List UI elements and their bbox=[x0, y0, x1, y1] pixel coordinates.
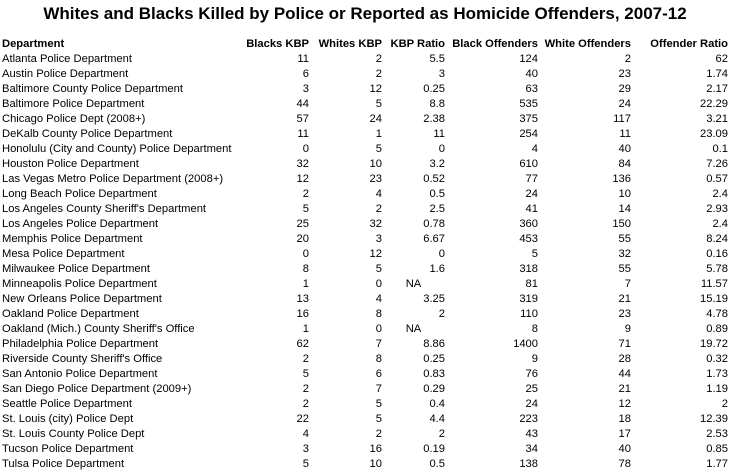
kbp-ratio-cell: 8.8 bbox=[429, 98, 445, 110]
whites-kbp-cell: 4 bbox=[375, 293, 382, 305]
table-row bbox=[2, 442, 728, 457]
department-cell: Seattle Police Department bbox=[2, 398, 132, 410]
whites-kbp-cell: 23 bbox=[369, 173, 382, 185]
whites-kbp-cell: 5 bbox=[375, 263, 382, 275]
department-cell: San Antonio Police Department bbox=[2, 368, 158, 380]
kbp-ratio-cell: 5.5 bbox=[429, 53, 445, 65]
white-offenders-cell: 55 bbox=[618, 233, 631, 245]
white-offenders-cell: 2 bbox=[624, 53, 631, 65]
department-cell: Tucson Police Department bbox=[2, 443, 134, 455]
offender-ratio-cell: 23.09 bbox=[700, 128, 728, 140]
black-offenders-cell: 110 bbox=[520, 308, 538, 320]
column-header: Blacks KBP bbox=[246, 38, 309, 50]
department-cell: Atlanta Police Department bbox=[2, 53, 132, 65]
black-offenders-cell: 124 bbox=[519, 53, 538, 65]
department-cell: St. Louis County Police Dept bbox=[2, 428, 145, 440]
offender-ratio-cell: 0.57 bbox=[706, 173, 728, 185]
black-offenders-cell: 375 bbox=[519, 113, 538, 125]
black-offenders-cell: 76 bbox=[525, 368, 538, 380]
kbp-ratio-cell: 0.25 bbox=[423, 353, 445, 365]
department-cell: Chicago Police Dept (2008+) bbox=[2, 113, 146, 125]
kbp-ratio-cell: NA bbox=[405, 278, 422, 290]
whites-kbp-cell: 32 bbox=[369, 218, 382, 230]
offender-ratio-cell: 1.77 bbox=[706, 458, 728, 470]
blacks-kbp-cell: 62 bbox=[296, 338, 309, 350]
table-row bbox=[2, 82, 728, 97]
department-cell: Honolulu (City and County) Police Department bbox=[2, 143, 232, 155]
black-offenders-cell: 24 bbox=[525, 188, 538, 200]
header-row bbox=[2, 37, 728, 52]
kbp-ratio-cell: 0.83 bbox=[423, 368, 445, 380]
offender-ratio-cell: 1.19 bbox=[706, 383, 728, 395]
black-offenders-cell: 1400 bbox=[513, 338, 538, 350]
white-offenders-cell: 24 bbox=[618, 98, 631, 110]
table-row bbox=[2, 277, 728, 292]
black-offenders-cell: 8 bbox=[531, 323, 538, 335]
offender-ratio-cell: 2.93 bbox=[706, 203, 728, 215]
white-offenders-cell: 18 bbox=[618, 413, 631, 425]
kbp-ratio-cell: 0 bbox=[438, 248, 445, 260]
offender-ratio-cell: 19.72 bbox=[700, 338, 728, 350]
table-row bbox=[2, 412, 728, 427]
kbp-ratio-cell: 11 bbox=[433, 128, 445, 140]
department-cell: Baltimore Police Department bbox=[2, 98, 145, 110]
white-offenders-cell: 78 bbox=[618, 458, 631, 470]
table-row bbox=[2, 307, 728, 322]
black-offenders-cell: 9 bbox=[531, 353, 538, 365]
department-cell: Los Angeles County Sheriff's Department bbox=[2, 203, 207, 215]
offender-ratio-cell: 4.78 bbox=[706, 308, 728, 320]
white-offenders-cell: 9 bbox=[624, 323, 631, 335]
white-offenders-cell: 71 bbox=[618, 338, 631, 350]
department-cell: New Orleans Police Department bbox=[2, 293, 162, 305]
table-row bbox=[2, 127, 728, 142]
blacks-kbp-cell: 20 bbox=[296, 233, 309, 245]
department-cell: Baltimore County Police Department bbox=[2, 83, 183, 95]
whites-kbp-cell: 2 bbox=[375, 53, 382, 65]
department-cell: Milwaukee Police Department bbox=[2, 263, 150, 275]
kbp-ratio-cell: 3.2 bbox=[429, 158, 445, 170]
blacks-kbp-cell: 5 bbox=[302, 458, 309, 470]
column-header: Offender Ratio bbox=[650, 38, 728, 50]
kbp-ratio-cell: 3 bbox=[438, 68, 445, 80]
blacks-kbp-cell: 44 bbox=[296, 98, 309, 110]
department-cell: Riverside County Sheriff's Office bbox=[2, 353, 163, 365]
column-header: White Offenders bbox=[544, 38, 631, 50]
blacks-kbp-cell: 3 bbox=[302, 443, 309, 455]
offender-ratio-cell: 8.24 bbox=[706, 233, 728, 245]
blacks-kbp-cell: 16 bbox=[296, 308, 309, 320]
table-row bbox=[2, 397, 728, 412]
table-row bbox=[2, 457, 728, 472]
blacks-kbp-cell: 25 bbox=[296, 218, 309, 230]
kbp-ratio-cell: 0.19 bbox=[423, 443, 445, 455]
whites-kbp-cell: 10 bbox=[369, 158, 382, 170]
black-offenders-cell: 40 bbox=[525, 68, 538, 80]
column-header: Black Offenders bbox=[452, 38, 538, 50]
blacks-kbp-cell: 13 bbox=[296, 293, 309, 305]
kbp-ratio-cell: NA bbox=[405, 323, 422, 335]
blacks-kbp-cell: 1 bbox=[302, 323, 309, 335]
offender-ratio-cell: 3.21 bbox=[706, 113, 728, 125]
whites-kbp-cell: 5 bbox=[375, 143, 382, 155]
whites-kbp-cell: 2 bbox=[375, 203, 382, 215]
kbp-ratio-cell: 8.86 bbox=[423, 338, 445, 350]
offender-ratio-cell: 1.74 bbox=[706, 68, 728, 80]
department-cell: Houston Police Department bbox=[2, 158, 139, 170]
department-cell: Oakland (Mich.) County Sheriff's Office bbox=[2, 323, 195, 335]
black-offenders-cell: 318 bbox=[519, 263, 538, 275]
kbp-ratio-cell: 0.5 bbox=[429, 458, 445, 470]
white-offenders-cell: 117 bbox=[613, 113, 631, 125]
kbp-ratio-cell: 0.4 bbox=[429, 398, 445, 410]
blacks-kbp-cell: 2 bbox=[302, 188, 309, 200]
kbp-ratio-cell: 3.25 bbox=[423, 293, 445, 305]
white-offenders-cell: 40 bbox=[618, 143, 631, 155]
white-offenders-cell: 10 bbox=[618, 188, 631, 200]
white-offenders-cell: 14 bbox=[618, 203, 631, 215]
white-offenders-cell: 23 bbox=[618, 308, 631, 320]
table-row bbox=[2, 382, 728, 397]
whites-kbp-cell: 12 bbox=[369, 83, 382, 95]
kbp-ratio-cell: 0.52 bbox=[423, 173, 445, 185]
table-row bbox=[2, 157, 728, 172]
offender-ratio-cell: 62 bbox=[715, 53, 728, 65]
kbp-ratio-cell: 2.38 bbox=[423, 113, 445, 125]
offender-ratio-cell: 11.57 bbox=[700, 278, 728, 290]
kbp-ratio-cell: 6.67 bbox=[423, 233, 445, 245]
white-offenders-cell: 40 bbox=[618, 443, 631, 455]
whites-kbp-cell: 0 bbox=[375, 323, 382, 335]
whites-kbp-cell: 24 bbox=[369, 113, 382, 125]
offender-ratio-cell: 2.17 bbox=[706, 83, 728, 95]
blacks-kbp-cell: 22 bbox=[296, 413, 309, 425]
black-offenders-cell: 610 bbox=[519, 158, 538, 170]
offender-ratio-cell: 12.39 bbox=[700, 413, 728, 425]
whites-kbp-cell: 5 bbox=[375, 398, 382, 410]
blacks-kbp-cell: 0 bbox=[302, 248, 309, 260]
blacks-kbp-cell: 5 bbox=[302, 203, 309, 215]
table-row bbox=[2, 367, 728, 382]
table-row bbox=[2, 292, 728, 307]
whites-kbp-cell: 2 bbox=[375, 68, 382, 80]
blacks-kbp-cell: 2 bbox=[302, 383, 309, 395]
department-cell: St. Louis (city) Police Dept bbox=[2, 413, 134, 425]
white-offenders-cell: 28 bbox=[618, 353, 631, 365]
department-cell: Oakland Police Department bbox=[2, 308, 139, 320]
whites-kbp-cell: 5 bbox=[375, 413, 382, 425]
black-offenders-cell: 4 bbox=[531, 143, 538, 155]
whites-kbp-cell: 2 bbox=[375, 428, 382, 440]
white-offenders-cell: 21 bbox=[618, 383, 631, 395]
table-row bbox=[2, 247, 728, 262]
black-offenders-cell: 63 bbox=[525, 83, 538, 95]
black-offenders-cell: 25 bbox=[525, 383, 538, 395]
whites-kbp-cell: 6 bbox=[375, 368, 382, 380]
offender-ratio-cell: 0.32 bbox=[706, 353, 728, 365]
whites-kbp-cell: 3 bbox=[375, 233, 382, 245]
whites-kbp-cell: 8 bbox=[375, 308, 382, 320]
table-row bbox=[2, 337, 728, 352]
department-cell: Memphis Police Department bbox=[2, 233, 143, 245]
black-offenders-cell: 223 bbox=[519, 413, 538, 425]
black-offenders-cell: 360 bbox=[519, 218, 538, 230]
kbp-ratio-cell: 2 bbox=[438, 428, 445, 440]
black-offenders-cell: 254 bbox=[519, 128, 538, 140]
offender-ratio-cell: 0.89 bbox=[706, 323, 728, 335]
table-row bbox=[2, 352, 728, 367]
department-cell: Long Beach Police Department bbox=[2, 188, 157, 200]
whites-kbp-cell: 1 bbox=[375, 128, 382, 140]
blacks-kbp-cell: 3 bbox=[302, 83, 309, 95]
blacks-kbp-cell: 0 bbox=[302, 143, 309, 155]
white-offenders-cell: 84 bbox=[618, 158, 631, 170]
blacks-kbp-cell: 11 bbox=[297, 128, 309, 140]
kbp-ratio-cell: 0.25 bbox=[423, 83, 445, 95]
table-row bbox=[2, 142, 728, 157]
white-offenders-cell: 136 bbox=[612, 173, 631, 185]
blacks-kbp-cell: 6 bbox=[302, 68, 309, 80]
kbp-ratio-cell: 4.4 bbox=[429, 413, 445, 425]
white-offenders-cell: 29 bbox=[618, 83, 631, 95]
offender-ratio-cell: 22.29 bbox=[700, 98, 728, 110]
table-row bbox=[2, 217, 728, 232]
blacks-kbp-cell: 8 bbox=[302, 263, 309, 275]
black-offenders-cell: 43 bbox=[525, 428, 538, 440]
department-cell: Los Angeles Police Department bbox=[2, 218, 159, 230]
data-table bbox=[2, 37, 728, 472]
table-row bbox=[2, 67, 728, 82]
white-offenders-cell: 23 bbox=[618, 68, 631, 80]
table-row bbox=[2, 322, 728, 337]
whites-kbp-cell: 5 bbox=[375, 98, 382, 110]
table-row bbox=[2, 427, 728, 442]
white-offenders-cell: 44 bbox=[618, 368, 631, 380]
whites-kbp-cell: 10 bbox=[369, 458, 382, 470]
offender-ratio-cell: 1.73 bbox=[706, 368, 728, 380]
white-offenders-cell: 32 bbox=[618, 248, 631, 260]
kbp-ratio-cell: 0 bbox=[438, 143, 445, 155]
white-offenders-cell: 21 bbox=[618, 293, 631, 305]
whites-kbp-cell: 12 bbox=[369, 248, 382, 260]
table-row bbox=[2, 52, 728, 67]
whites-kbp-cell: 0 bbox=[375, 278, 382, 290]
table-row bbox=[2, 202, 728, 217]
white-offenders-cell: 7 bbox=[624, 278, 631, 290]
offender-ratio-cell: 2.53 bbox=[706, 428, 728, 440]
table-body bbox=[2, 52, 728, 472]
blacks-kbp-cell: 4 bbox=[302, 428, 309, 440]
offender-ratio-cell: 2.4 bbox=[712, 188, 728, 200]
black-offenders-cell: 24 bbox=[525, 398, 538, 410]
blacks-kbp-cell: 2 bbox=[302, 353, 309, 365]
column-header: Department bbox=[2, 38, 65, 50]
department-cell: Tulsa Police Department bbox=[2, 458, 125, 470]
black-offenders-cell: 453 bbox=[519, 233, 538, 245]
black-offenders-cell: 34 bbox=[525, 443, 538, 455]
white-offenders-cell: 17 bbox=[618, 428, 631, 440]
white-offenders-cell: 11 bbox=[619, 128, 631, 140]
blacks-kbp-cell: 5 bbox=[302, 368, 309, 380]
department-cell: Mesa Police Department bbox=[2, 248, 125, 260]
department-cell: San Diego Police Department (2009+) bbox=[2, 383, 192, 395]
offender-ratio-cell: 2 bbox=[721, 398, 728, 410]
department-cell: Philadelphia Police Department bbox=[2, 338, 159, 350]
kbp-ratio-cell: 2.5 bbox=[429, 203, 445, 215]
department-cell: Minneapolis Police Department bbox=[2, 278, 157, 290]
black-offenders-cell: 138 bbox=[519, 458, 538, 470]
kbp-ratio-cell: 0.29 bbox=[423, 383, 445, 395]
whites-kbp-cell: 8 bbox=[375, 353, 382, 365]
kbp-ratio-cell: 0.78 bbox=[423, 218, 445, 230]
blacks-kbp-cell: 12 bbox=[296, 173, 309, 185]
department-cell: Las Vegas Metro Police Department (2008+) bbox=[2, 173, 224, 185]
blacks-kbp-cell: 2 bbox=[302, 398, 309, 410]
black-offenders-cell: 319 bbox=[519, 293, 538, 305]
whites-kbp-cell: 7 bbox=[375, 383, 382, 395]
blacks-kbp-cell: 32 bbox=[296, 158, 309, 170]
white-offenders-cell: 55 bbox=[618, 263, 631, 275]
black-offenders-cell: 77 bbox=[525, 173, 538, 185]
offender-ratio-cell: 0.85 bbox=[706, 443, 728, 455]
kbp-ratio-cell: 1.6 bbox=[429, 263, 445, 275]
table-row bbox=[2, 262, 728, 277]
column-header: KBP Ratio bbox=[390, 38, 445, 50]
blacks-kbp-cell: 57 bbox=[296, 113, 309, 125]
offender-ratio-cell: 5.78 bbox=[706, 263, 728, 275]
black-offenders-cell: 81 bbox=[525, 278, 538, 290]
blacks-kbp-cell: 11 bbox=[297, 53, 309, 65]
kbp-ratio-cell: 0.5 bbox=[429, 188, 445, 200]
black-offenders-cell: 41 bbox=[525, 203, 538, 215]
kbp-ratio-cell: 2 bbox=[438, 308, 445, 320]
table-row bbox=[2, 232, 728, 247]
column-header: Whites KBP bbox=[318, 38, 382, 50]
black-offenders-cell: 535 bbox=[519, 98, 538, 110]
offender-ratio-cell: 0.16 bbox=[706, 248, 728, 260]
offender-ratio-cell: 7.26 bbox=[706, 158, 728, 170]
chart-title: Whites and Blacks Killed by Police or Reported as Homicide Offenders, 2007-12 bbox=[43, 4, 687, 23]
table-row bbox=[2, 187, 728, 202]
offender-ratio-cell: 15.19 bbox=[700, 293, 728, 305]
table-row bbox=[2, 112, 728, 127]
whites-kbp-cell: 16 bbox=[369, 443, 382, 455]
offender-ratio-cell: 0.1 bbox=[712, 143, 728, 155]
whites-kbp-cell: 7 bbox=[375, 338, 382, 350]
white-offenders-cell: 150 bbox=[612, 218, 631, 230]
white-offenders-cell: 12 bbox=[618, 398, 631, 410]
department-cell: Austin Police Department bbox=[2, 68, 129, 80]
department-cell: DeKalb County Police Department bbox=[2, 128, 173, 140]
black-offenders-cell: 5 bbox=[531, 248, 538, 260]
blacks-kbp-cell: 1 bbox=[302, 278, 309, 290]
table-row bbox=[2, 172, 728, 187]
offender-ratio-cell: 2.4 bbox=[712, 218, 728, 230]
table-row bbox=[2, 97, 728, 112]
whites-kbp-cell: 4 bbox=[375, 188, 382, 200]
